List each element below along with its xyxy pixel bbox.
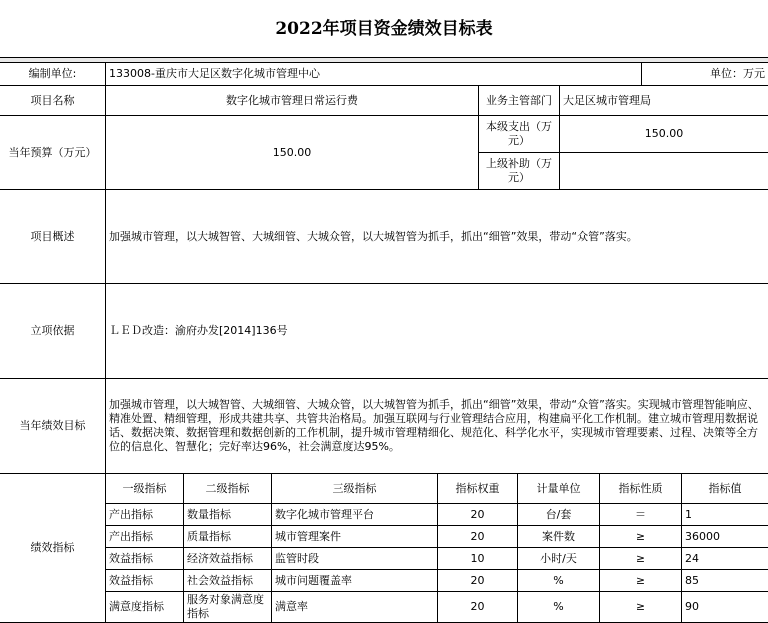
indicators-label: 绩效指标 xyxy=(0,474,106,623)
table-cell: 城市管理案件 xyxy=(272,526,438,548)
budget-label: 当年预算（万元） xyxy=(0,116,106,190)
table-cell: 社会效益指标 xyxy=(184,570,272,592)
table-cell: 24 xyxy=(682,548,768,570)
table-cell: 90 xyxy=(682,592,768,623)
overview-value: 加强城市管理，以大城智管、大城细管、大城众管，以大城智管为抓手，抓出“细管”效果，带动“众管”落实。 xyxy=(106,190,768,284)
overview-label: 项目概述 xyxy=(0,190,106,284)
table-cell: 产出指标 xyxy=(106,526,184,548)
table-cell: % xyxy=(518,570,600,592)
table-cell: 10 xyxy=(438,548,518,570)
local-expense-label: 本级支出（万元） xyxy=(479,116,560,153)
table-cell: 服务对象满意度指标 xyxy=(184,592,272,623)
dept-label: 业务主管部门 xyxy=(479,86,560,116)
table-cell: 20 xyxy=(438,526,518,548)
table-cell: 效益指标 xyxy=(106,548,184,570)
org-label: 编制单位: xyxy=(0,62,106,86)
budget-value: 150.00 xyxy=(106,116,479,190)
goal-label: 当年绩效目标 xyxy=(0,379,106,474)
table-cell: 20 xyxy=(438,570,518,592)
table-cell: 20 xyxy=(438,504,518,526)
page-title: 2022年项目资金绩效目标表 xyxy=(0,0,768,58)
table-cell: 监管时段 xyxy=(272,548,438,570)
table-cell: ≥ xyxy=(600,548,682,570)
goal-value: 加强城市管理，以大城智管、大城细管、大城众管，以大城智管为抓手，抓出“细管”效果，带动“众管”落实。实现城市管理智能响应、精准处置、精细管理，形成共建共享、共管共治格局。加强互联网与行业管理结合应用，构建扁平化工作机制。建立城市管理用数据说话、数据决策、数据管理和数据创新的工作机制，提升城市管理精细化、规范化、科学化水平，实现城市管理要素、过程、决策等全方位的信息化、智慧化；完好率达96%，社会满意度达95%。 xyxy=(106,379,768,474)
subsidy-label: 上级补助（万元） xyxy=(479,153,560,190)
table-cell: 满意度指标 xyxy=(106,592,184,623)
project-name-value: 数字化城市管理日常运行费 xyxy=(106,86,479,116)
table-cell: 经济效益指标 xyxy=(184,548,272,570)
header-level1: 一级指标 xyxy=(106,474,184,504)
basis-value: ＬＥＤ改造：渝府办发[2014]136号 xyxy=(106,284,768,379)
project-name-label: 项目名称 xyxy=(0,86,106,116)
table-cell: 85 xyxy=(682,570,768,592)
table-cell: ＝ xyxy=(600,504,682,526)
subsidy-value xyxy=(560,153,768,190)
header-nature: 指标性质 xyxy=(600,474,682,504)
local-expense-value: 150.00 xyxy=(560,116,768,153)
header-level3: 三级指标 xyxy=(272,474,438,504)
header-level2: 二级指标 xyxy=(184,474,272,504)
basis-label: 立项依据 xyxy=(0,284,106,379)
table-cell: 满意率 xyxy=(272,592,438,623)
table-cell: 1 xyxy=(682,504,768,526)
table-cell: 案件数 xyxy=(518,526,600,548)
table-cell: 20 xyxy=(438,592,518,623)
table-cell: 产出指标 xyxy=(106,504,184,526)
table-cell: 质量指标 xyxy=(184,526,272,548)
header-unit: 计量单位 xyxy=(518,474,600,504)
table-cell: ≥ xyxy=(600,592,682,623)
org-value: 133008-重庆市大足区数字化城市管理中心 xyxy=(106,62,642,86)
table-cell: 36000 xyxy=(682,526,768,548)
table-cell: 台/套 xyxy=(518,504,600,526)
table-cell: 数量指标 xyxy=(184,504,272,526)
table-cell: 城市问题覆盖率 xyxy=(272,570,438,592)
table-cell: 效益指标 xyxy=(106,570,184,592)
table-cell: 小时/天 xyxy=(518,548,600,570)
header-weight: 指标权重 xyxy=(438,474,518,504)
table-cell: ≥ xyxy=(600,526,682,548)
table-cell: 数字化城市管理平台 xyxy=(272,504,438,526)
dept-value: 大足区城市管理局 xyxy=(560,86,768,116)
table-cell: ≥ xyxy=(600,570,682,592)
unit-label: 单位：万元 xyxy=(642,62,768,86)
header-value: 指标值 xyxy=(682,474,768,504)
table-cell: % xyxy=(518,592,600,623)
